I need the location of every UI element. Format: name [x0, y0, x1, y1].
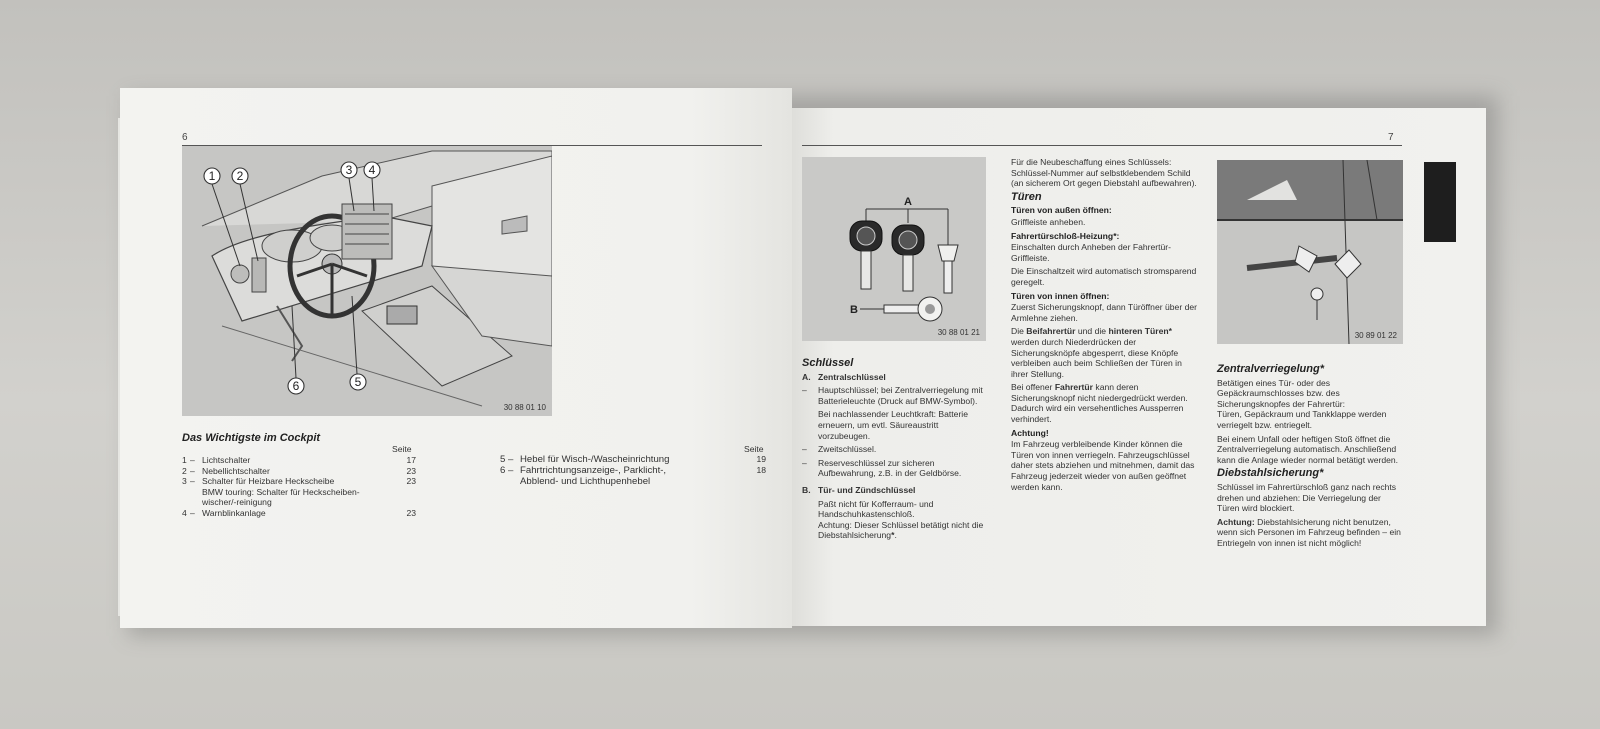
paragraph: Bei offener Fahrertür kann deren Sicherungsknopf nicht niedergedrückt werden. Dadurch wird ein versehentliches Aussperren verhindert. — [1011, 382, 1188, 425]
svg-text:3: 3 — [345, 163, 353, 177]
figure-code-door: 30 89 01 22 — [1354, 331, 1397, 340]
list-item: Abblend- und Lichthupenhebel — [520, 476, 651, 487]
tueren-column — [1011, 157, 1197, 495]
keys-illustration — [802, 157, 986, 341]
cockpit-list-right — [500, 454, 768, 487]
list-item: wischer/-reinigung — [202, 497, 272, 508]
callout-6 — [288, 378, 304, 394]
header-rule-right — [802, 145, 1402, 146]
list-item: 5 – Hebel für Wisch-/Wascheinrichtung 19 — [500, 454, 766, 465]
list-item: 3 – Schalter für Heizbare Heckscheibe 23 — [182, 476, 416, 487]
paragraph: Die Einschaltzeit wird automatisch stromsparend geregelt. — [1011, 266, 1197, 287]
door-lock-illustration — [1217, 160, 1403, 344]
list-item: – Reserveschlüssel zur sicheren Aufbewahrung, z.B. in der Geldbörse. — [802, 457, 962, 479]
left-page — [120, 88, 792, 628]
callout-2 — [232, 168, 248, 184]
cockpit-illustration — [182, 146, 552, 416]
list-item: 6 – Fahrtrichtungsanzeige-, Parklicht-, 18 — [500, 465, 766, 476]
list-item: 1 – Lichtschalter 17 — [182, 455, 416, 465]
section-title-cockpit: Das Wichtigste im Cockpit — [182, 432, 321, 444]
svg-text:4: 4 — [368, 163, 376, 177]
key-replacement-note: Für die Neubeschaffung eines Schlüssels: Schlüssel-Nummer auf selbstklebendem Schild (an sicherem Ort gegen Diebstahl aufbewahren). — [1011, 157, 1197, 189]
diebstahlsicherung-title: Diebstahlsicherung* — [1217, 467, 1324, 480]
paragraph: Zuerst Sicherungsknopf, dann Türöffner über der Armlehne ziehen. — [1011, 302, 1197, 323]
paragraph: Achtung: Diebstahlsicherung nicht benutzen, wenn sich Personen im Fahrzeug befinden – ein Entriegeln von innen ist nicht möglich! — [1217, 516, 1401, 548]
seite-label-left: Seite — [392, 444, 412, 454]
keys-drawing — [802, 157, 986, 341]
paragraph: Griffleiste anheben. — [1011, 216, 1086, 227]
list-item: 4 – Warnblinkanlage 23 — [182, 507, 416, 518]
subheading: Achtung! — [1011, 427, 1049, 438]
cockpit-list-left — [182, 455, 418, 519]
list-item: Paßt nicht für Kofferraum- und Handschuhkastenschloß. — [818, 498, 934, 520]
tueren-title: Türen — [1011, 190, 1042, 203]
callout-4 — [364, 162, 380, 178]
list-item: – Hauptschlüssel; bei Zentralverriegelung mit Batterieleuchte (Druck auf BMW-Symbol). — [802, 385, 983, 406]
svg-text:1: 1 — [208, 169, 216, 183]
zentralverriegelung-column — [1217, 362, 1405, 552]
list-item: Achtung: Dieser Schlüssel betätigt nicht die Diebstahlsicherung*. — [818, 519, 984, 541]
subheading: Türen von innen öffnen: — [1011, 290, 1110, 301]
cockpit-drawing — [182, 146, 552, 416]
callout-1 — [204, 168, 220, 184]
door-drawing — [1217, 160, 1403, 344]
zentralschluessel-heading: A. Zentralschlüssel — [802, 371, 886, 382]
figure-code-cockpit: 30 88 01 10 — [503, 403, 546, 412]
paragraph: Einschalten durch Anheben der Fahrertür-Griffleiste. — [1011, 242, 1172, 263]
callout-5 — [350, 374, 366, 390]
paragraph: Bei einem Unfall oder heftigen Stoß öffnet die Zentralverriegelung automatisch. Anschließend kann die Anlage wieder normal betätigt werden. — [1217, 433, 1399, 465]
chapter-tab — [1424, 162, 1456, 242]
zentralverriegelung-title: Zentralverriegelung* — [1217, 363, 1324, 375]
seite-label-right: Seite — [744, 444, 764, 454]
list-item: Bei nachlassender Leuchtkraft: Batterie erneuern, um evtl. Säureaustritt vorzubeugen. — [818, 409, 969, 441]
list-item: – Zweitschlüssel. — [802, 444, 877, 455]
subheading: Fahrertürschloß-Heizung*: — [1011, 230, 1120, 241]
paragraph: Im Fahrzeug verbleibende Kinder können die Türen von innen verriegeln. Fahrzeugschlüssel daher stets abziehen und mitnehmen, damit das Fahrzeug jederzeit wieder von außen geöffnet werden kann. — [1011, 439, 1195, 492]
page-number-left: 6 — [182, 132, 188, 143]
schluessel-title: Schlüssel — [802, 357, 854, 369]
schluessel-column — [802, 356, 988, 544]
subheading: Türen von außen öffnen: — [1011, 205, 1112, 216]
paragraph: Die Beifahrertür und die hinteren Türen* werden durch Niederdrücken der Sicherungsknöpfe abgesperrt, diese Knöpfe verbleiben auch beim Schließen der Türen in ihrer Stellung. — [1011, 326, 1182, 379]
svg-text:6: 6 — [292, 379, 300, 393]
list-item: 2 – Nebellichtschalter 23 — [182, 465, 416, 476]
paragraph: Schlüssel im Fahrertürschloß ganz nach rechts drehen und abziehen: Die Verriegelung der Türen wird blockiert. — [1217, 481, 1397, 514]
list-item: BMW touring: Schalter für Heckscheiben- — [202, 486, 360, 497]
paragraph: Betätigen eines Tür- oder des Gepäckraumschlosses bzw. des Sicherungsknopfes der Fahrertür: — [1217, 377, 1346, 409]
paragraph: Türen, Gepäckraum und Tankklappe werden verriegelt bzw. entriegelt. — [1217, 409, 1387, 430]
key-label-a: A — [904, 196, 912, 208]
svg-text:5: 5 — [354, 375, 362, 389]
tuerschluessel-heading: B. Tür- und Zündschlüssel — [802, 484, 916, 495]
svg-text:2: 2 — [236, 169, 244, 183]
figure-code-keys: 30 88 01 21 — [937, 328, 980, 337]
right-page — [792, 108, 1486, 626]
key-label-b: B — [850, 304, 858, 316]
page-number-right: 7 — [1388, 132, 1394, 143]
callout-3 — [341, 162, 357, 178]
